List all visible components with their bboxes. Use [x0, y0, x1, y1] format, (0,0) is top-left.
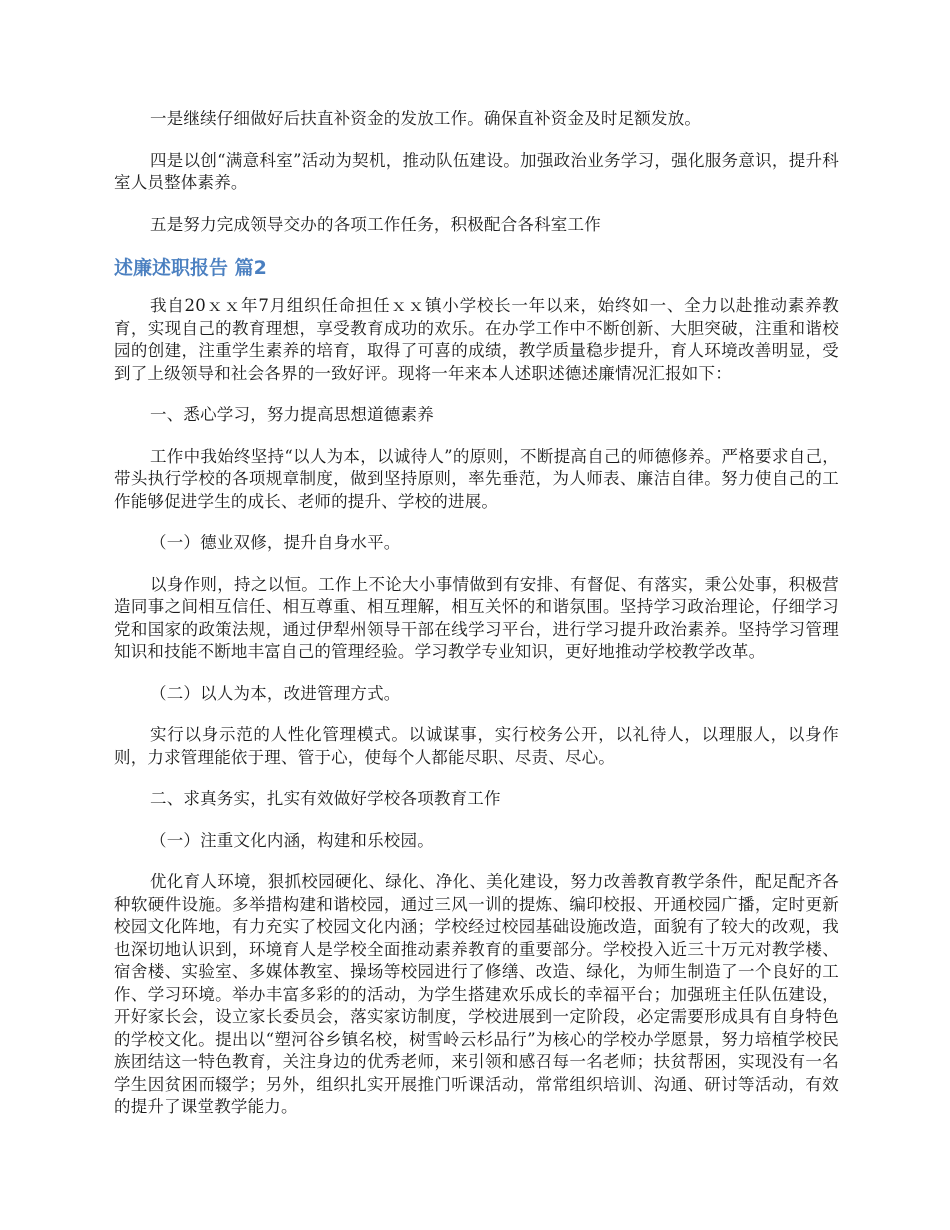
paragraph: 四是以创“满意科室”活动为契机，推动队伍建设。加强政治业务学习，强化服务意识，提升科室人员整体素养。 — [114, 150, 839, 192]
paragraph: 以身作则，持之以恒。工作上不论大小事情做到有安排、有督促、有落实，秉公处事，积极营造同事之间相互信任、相互尊重、相互理解，相互关怀的和谐氛围。坚持学习政治理论，仔细学习党和国家的政策法规，通过伊犁州领导干部在线学习平台，进行学习提升政治素养。坚持学习管理知识和技能不断地丰富自己的管理经验。学习教学专业知识，更好地推动学校教学改革。 — [114, 574, 839, 661]
paragraph: 一是继续仔细做好后扶直补资金的发放工作。确保直补资金及时足额发放。 — [150, 109, 702, 128]
document-page — [114, 108, 839, 1138]
paragraph: 我自20ｘｘ年7月组织任命担任ｘｘ镇小学校长一年以来，始终如一、全力以赴推动素养教育，实现自己的教育理想，享受教育成功的欢乐。在办学工作中不断创新、大胆突破，注重和谐校园的创建，注重学生素养的培育，取得了可喜的成绩，教学质量稳步提升，育人环境改善明显，受到了上级领导和社会各界的一致好评。现将一年来本人述职述德述廉情况汇报如下： — [114, 296, 839, 383]
paragraph: 五是努力完成领导交办的各项工作任务，积极配合各科室工作 — [150, 214, 601, 234]
paragraph: 优化育人环境，狠抓校园硬化、绿化、净化、美化建设，努力改善教育教学条件，配足配齐各种软硬件设施。多举措构建和谐校园，通过三风一训的提炼、编印校报、开通校园广播，定时更新校园文化阵地，有力充实了校园文化内涵；学校经过校园基础设施改造，面貌有了较大的改观，我也深切地认识到，环境育人是学校全面推动素养教育的重要部分。学校投入近三十万元对教学楼、宿舍楼、实验室、多媒体教室、操场等校园进行了修缮、改造、绿化，为师生制造了一个良好的工作、学习环境。举办丰富多彩的的活动，为学生搭建欢乐成长的幸福平台；加强班主任队伍建设，开好家长会，设立家长委员会，落实家访制度，学校进展到一定阶段，必定需要形成具有自身特色的学校文化。提出以“塑河谷乡镇名校，树雪岭云杉品行”为核心的学校办学愿景，努力培植学校民族团结这一特色教育，关注身边的优秀老师，来引领和感召每一名老师；扶贫帮困，实现没有一名学生因贫困而辍学；另外，组织扎实开展推门听课活动，常常组织培训、沟通、研讨等活动，有效的提升了课堂教学能力。 — [114, 872, 839, 1116]
subheading: （一）注重文化内涵，构建和乐校园。 — [150, 830, 434, 850]
subheading: （二）以人为本，改进管理方式。 — [150, 683, 401, 703]
subheading: 一、悉心学习，努力提高思想道德素养 — [150, 405, 434, 424]
subheading: 二、求真务实，扎实有效做好学校各项教育工作 — [150, 789, 501, 808]
paragraph: 实行以身示范的人性化管理模式。以诚谋事，实行校务公开，以礼待人，以理服人，以身作则，力求管理能依于理、管于心，使每个人都能尽职、尽责、尽心。 — [114, 725, 839, 767]
section-title: 述廉述职报告 篇2 — [114, 257, 267, 279]
subheading: （一）德业双修，提升自身水平。 — [150, 533, 401, 552]
paragraph: 工作中我始终坚持“以人为本，以诚待人”的原则，不断提高自己的师德修养。严格要求自己，带头执行学校的各项规章制度，做到坚持原则，率先垂范，为人师表、廉洁自律。努力使自己的工作能够促进学生的成长、老师的提升、学校的进展。 — [114, 446, 839, 511]
